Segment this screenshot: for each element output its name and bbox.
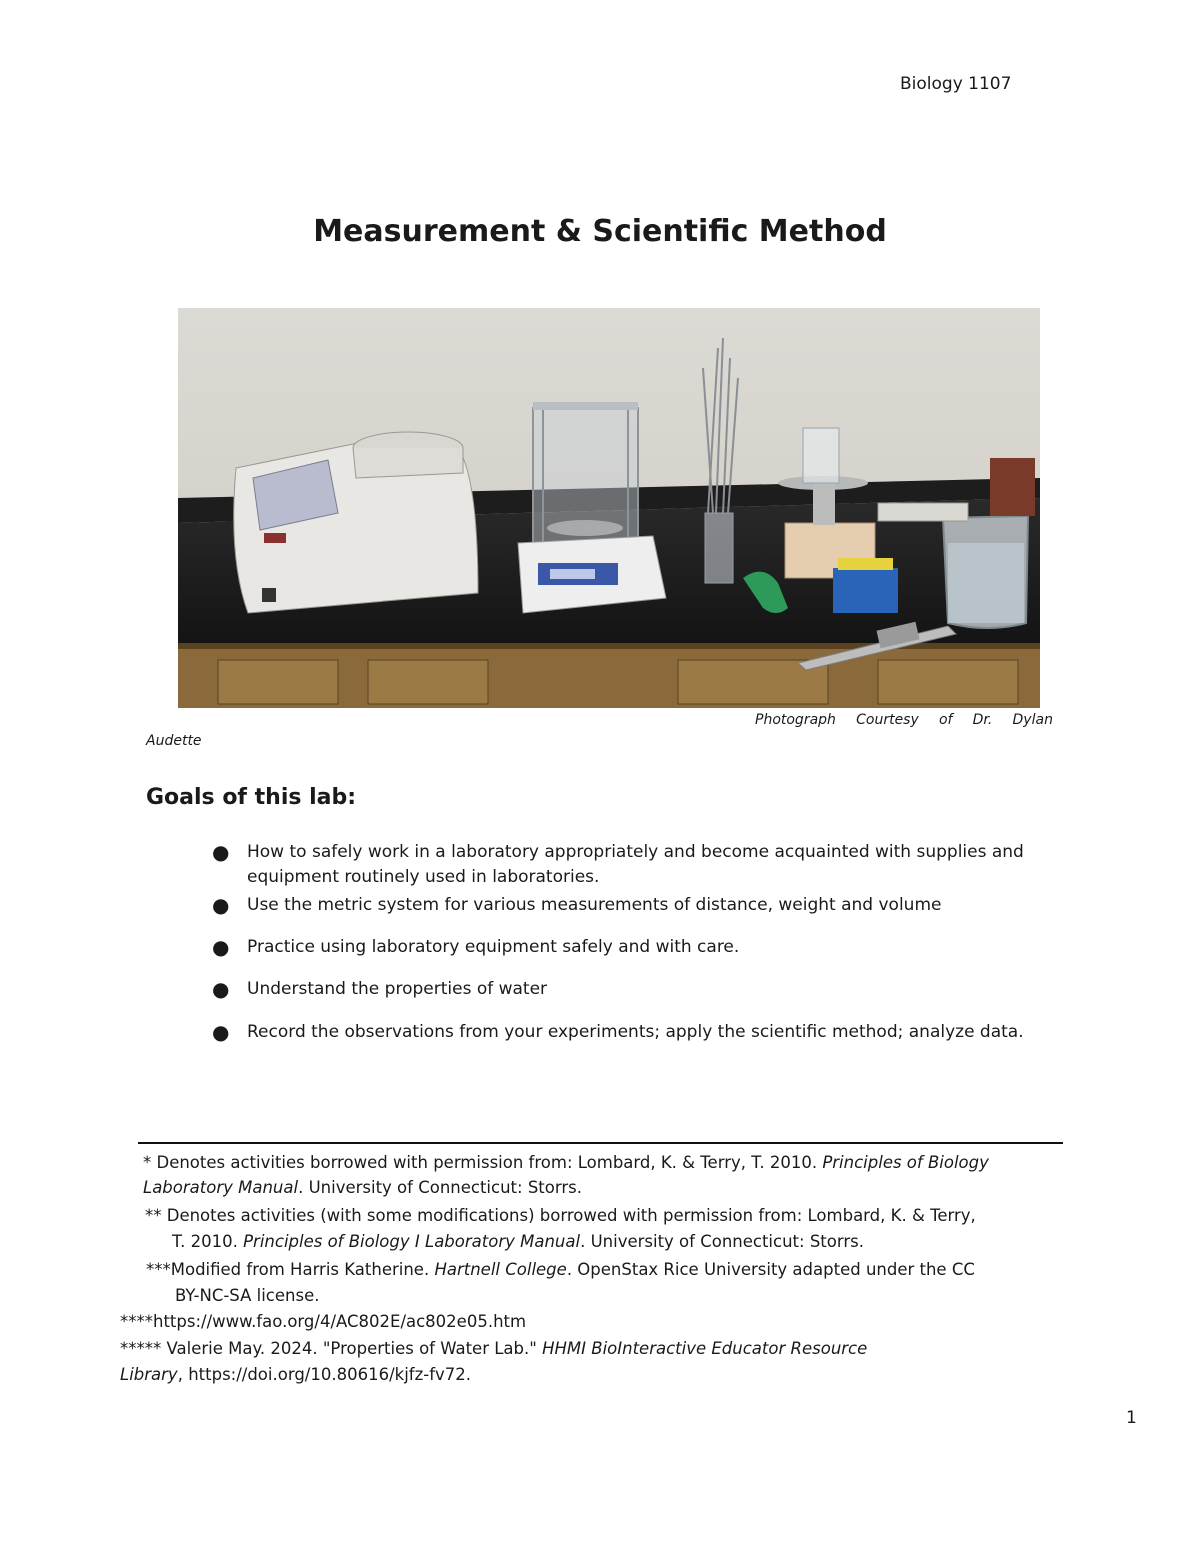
bullet-icon: ●: [212, 893, 230, 917]
goals-heading: Goals of this lab:: [146, 785, 357, 810]
footnote-title: Principles of Biology: [822, 1153, 989, 1172]
list-item-text: equipment routinely used in laboratories.: [247, 867, 600, 887]
footnote-divider: [138, 1142, 1063, 1144]
footnote-title: HHMI BioInteractive Educator Resource: [542, 1339, 868, 1358]
list-item-text: Understand the properties of water: [247, 979, 548, 999]
page-title: Measurement & Scientific Method: [313, 214, 887, 249]
footnote-3-line2: BY-NC-SA license.: [175, 1286, 320, 1305]
footnote-text: ***** Valerie May. 2024. "Properties of Water Lab.": [120, 1339, 543, 1358]
footnote-title: Hartnell College: [434, 1260, 567, 1279]
footnote-title: Laboratory Manual: [143, 1178, 299, 1197]
credit-word: Courtesy: [856, 712, 919, 728]
footnote-3-line1: [146, 1257, 975, 1282]
list-item-text: How to safely work in a laboratory appropriately and become acquainted with supplies and: [247, 842, 1024, 862]
footnote-text: ***Modified from Harris Katherine.: [146, 1260, 435, 1279]
footnote-5-line1: [120, 1336, 867, 1361]
footnote-title: Principles of Biology I Laboratory Manual: [243, 1232, 581, 1251]
page-number: 1: [1126, 1408, 1137, 1428]
lab-equipment-photo: [178, 308, 1040, 708]
list-item-text: Use the metric system for various measurements of distance, weight and volume: [247, 895, 942, 915]
bullet-icon: ●: [212, 977, 230, 1001]
footnote-2-line1: ** Denotes activities (with some modifications) borrowed with permission from: Lombard, K. & Terry,: [145, 1206, 976, 1225]
bullet-icon: ●: [212, 935, 230, 959]
credit-word: of: [938, 712, 953, 728]
footnote-4: ****https://www.fao.org/4/AC802E/ac802e05.htm: [120, 1312, 527, 1331]
footnote-text: T. 2010.: [172, 1232, 244, 1251]
footnote-text: * Denotes activities borrowed with permission from: Lombard, K. & Terry, T. 2010.: [143, 1153, 823, 1172]
footnote-1-line2: [143, 1175, 582, 1200]
list-item-text: Record the observations from your experiments; apply the scientific method; analyze data.: [247, 1022, 1024, 1042]
course-header: Biology 1107: [900, 74, 1012, 94]
footnote-5-line2: [120, 1362, 471, 1387]
footnote-text: , https://doi.org/10.80616/kjfz-fv72.: [177, 1365, 472, 1384]
footnote-text: . OpenStax Rice University adapted under the CC: [566, 1260, 975, 1279]
footnote-text: . University of Connecticut: Storrs.: [298, 1178, 582, 1197]
footnote-2-line2: [172, 1229, 864, 1254]
photo-credit-line2: Audette: [146, 733, 202, 749]
bullet-icon: ●: [212, 840, 230, 864]
bullet-icon: ●: [212, 1020, 230, 1044]
list-item-text: Practice using laboratory equipment safely and with care.: [247, 937, 740, 957]
footnote-text: . University of Connecticut: Storrs.: [580, 1232, 864, 1251]
photo-credit-line1: [755, 712, 1053, 728]
credit-word: Dylan: [1012, 712, 1053, 728]
footnote-title: Library: [120, 1365, 178, 1384]
footnote-1-line1: [143, 1150, 989, 1175]
credit-word: Photograph: [755, 712, 836, 728]
credit-word: Dr.: [972, 712, 993, 728]
